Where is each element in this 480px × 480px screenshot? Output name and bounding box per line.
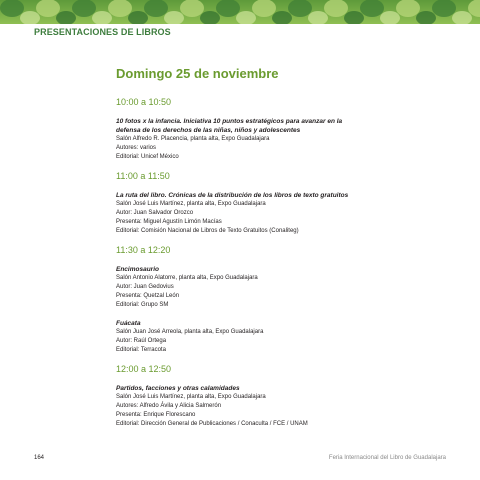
event xyxy=(116,265,436,310)
event-detail: Editorial: Comisión Nacional de Libros de Texto Gratuitos (Conaliteg) xyxy=(116,228,299,234)
event-title: Fuácata xyxy=(116,320,141,327)
event xyxy=(116,117,436,162)
event-detail: Salón José Luis Martínez, planta alta, Expo Guadalajara xyxy=(116,201,266,207)
event-detail: Autor: Juan Gedovius xyxy=(116,284,174,290)
time-slot: 10:00 a 10:50 xyxy=(116,97,172,107)
event xyxy=(116,384,436,429)
event-detail: Autores: varios xyxy=(116,145,157,151)
time-slot: 12:00 a 12:50 xyxy=(116,364,172,374)
time-slot: 11:30 a 12:20 xyxy=(116,245,171,255)
event-detail: Autor: Juan Salvador Orozco xyxy=(116,210,194,216)
event-detail: Salón Juan José Arreola, planta alta, Expo Guadalajara xyxy=(116,329,264,335)
section-title: PRESENTACIONES DE LIBROS xyxy=(34,27,171,37)
event-detail: Salón Antonio Alatorre, planta alta, Expo Guadalajara xyxy=(116,275,258,281)
event-detail: Editorial: Dirección General de Publicaciones / Conaculta / FCE / UNAM xyxy=(116,421,308,427)
time-slot: 11:00 a 11:50 xyxy=(116,171,170,181)
event-detail: Editorial: Unicef México xyxy=(116,154,179,160)
event-detail: Editorial: Terracota xyxy=(116,347,166,353)
event xyxy=(116,319,436,355)
day-title: Domingo 25 de noviembre xyxy=(116,66,279,81)
event xyxy=(116,191,436,236)
event-title: defensa de los derechos de las niñas, niños y adolescentes xyxy=(116,127,301,134)
event-detail: Presenta: Miguel Agustín Limón Macías xyxy=(116,219,222,225)
event-title: 10 fotos x la infancia. Iniciativa 10 puntos estratégicos para avanzar en la xyxy=(116,118,343,125)
schedule-content xyxy=(116,66,436,438)
event-detail: Salón José Luis Martínez, planta alta, Expo Guadalajara xyxy=(116,394,266,400)
event-title: Partidos, facciones y otras calamidades xyxy=(116,385,240,392)
event-detail: Editorial: Grupo SM xyxy=(116,302,169,308)
event-detail: Autor: Raúl Ortega xyxy=(116,338,167,344)
event-title: Encimosaurio xyxy=(116,266,159,273)
event-detail: Presenta: Enrique Florescano xyxy=(116,412,196,418)
page-number: 164 xyxy=(34,455,45,461)
decorative-banner xyxy=(0,0,480,24)
event-detail: Salón Alfredo R. Placencia, planta alta, Expo Guadalajara xyxy=(116,136,270,142)
event-detail: Autores: Alfredo Ávila y Alicia Salmerón xyxy=(116,403,222,409)
fair-name: Feria Internacional del Libro de Guadalajara xyxy=(328,455,446,461)
event-title: La ruta del libro. Crónicas de la distribución de los libros de texto gratuitos xyxy=(116,192,349,199)
schedule-slots xyxy=(116,97,436,429)
event-detail: Presenta: Quetzal León xyxy=(116,293,180,299)
